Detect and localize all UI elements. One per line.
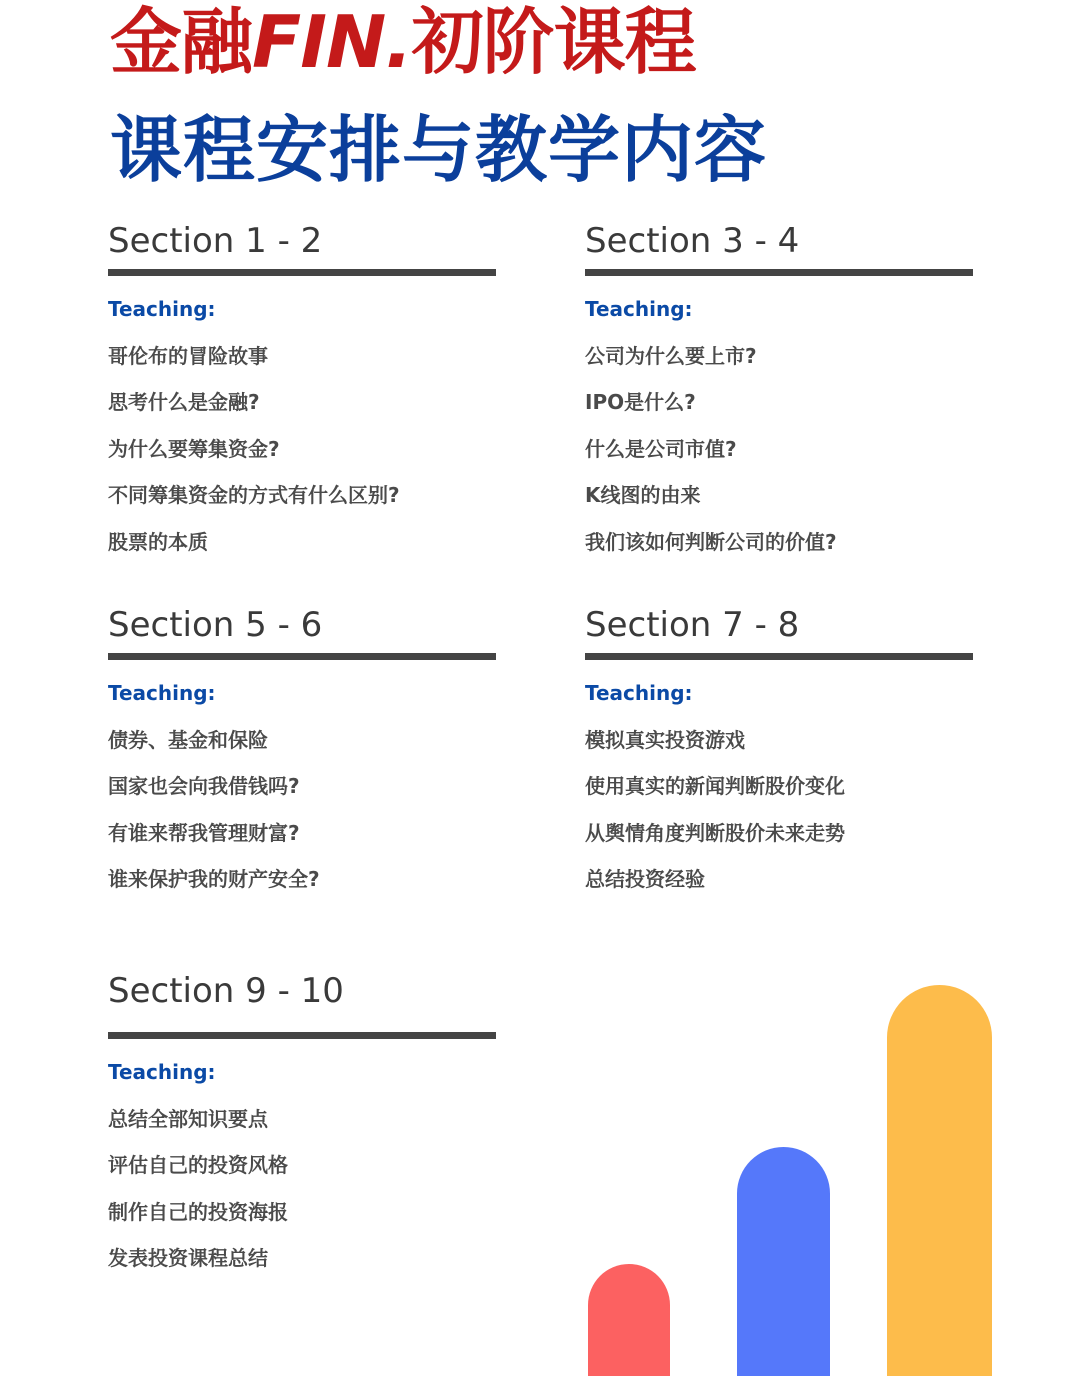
teaching-list — [585, 341, 973, 557]
teaching-list — [108, 1104, 496, 1274]
section-heading: Section 3 - 4 — [585, 221, 800, 261]
list-item: 为什么要筹集资金? — [108, 436, 280, 461]
section-1-2 — [108, 217, 496, 557]
list-item: 不同筹集资金的方式有什么区别? — [108, 483, 400, 507]
list-item: 发表投资课程总结 — [108, 1246, 268, 1270]
list-item: 总结全部知识要点 — [108, 1106, 268, 1131]
list-item: 思考什么是金融? — [108, 390, 260, 414]
section-heading: Section 5 - 6 — [108, 605, 323, 645]
bar-blue — [737, 1147, 830, 1376]
teaching-label: Teaching: — [108, 1060, 216, 1084]
title-brand: FIN. — [252, 0, 412, 84]
section-9-10 — [108, 967, 496, 1273]
page-subtitle: 课程安排与教学内容 — [110, 108, 768, 192]
list-item: 公司为什么要上市? — [585, 343, 757, 368]
list-item: 有谁来帮我管理财富? — [108, 820, 300, 845]
list-item: 哥伦布的冒险故事 — [108, 343, 268, 368]
list-item: 总结投资经验 — [585, 867, 705, 891]
section-7-8 — [585, 601, 973, 894]
teaching-label: Teaching: — [108, 297, 216, 321]
section-heading: Section 9 - 10 — [108, 971, 344, 1011]
section-divider — [585, 653, 973, 660]
teaching-label: Teaching: — [108, 681, 216, 705]
section-3-4 — [585, 217, 973, 557]
decorative-bar-chart — [560, 960, 1040, 1376]
title-prefix: 金融 — [110, 0, 253, 84]
list-item: 股票的本质 — [108, 529, 208, 554]
teaching-label: Teaching: — [585, 297, 693, 321]
section-5-6 — [108, 601, 496, 894]
teaching-list — [585, 725, 973, 895]
section-divider — [108, 653, 496, 660]
section-divider — [585, 269, 973, 276]
section-divider — [108, 269, 496, 276]
list-item: 使用真实的新闻判断股价变化 — [585, 774, 845, 798]
section-heading: Section 7 - 8 — [585, 605, 800, 645]
list-item: 国家也会向我借钱吗? — [108, 774, 300, 798]
list-item: 制作自己的投资海报 — [108, 1199, 288, 1224]
list-item: 我们该如何判断公司的价值? — [585, 529, 837, 554]
section-heading: Section 1 - 2 — [108, 221, 323, 261]
page-title — [110, 0, 696, 84]
bar-red — [588, 1264, 670, 1376]
list-item: 债券、基金和保险 — [108, 727, 268, 752]
bar-yellow — [887, 985, 992, 1376]
list-item: 评估自己的投资风格 — [108, 1153, 288, 1177]
list-item: IPO是什么? — [585, 390, 696, 414]
teaching-list — [108, 725, 496, 895]
teaching-label: Teaching: — [585, 681, 693, 705]
list-item: K线图的由来 — [585, 483, 701, 507]
teaching-list — [108, 341, 496, 557]
list-item: 模拟真实投资游戏 — [585, 727, 745, 752]
section-divider — [108, 1032, 496, 1039]
list-item: 从舆情角度判断股价未来走势 — [585, 820, 845, 845]
list-item: 什么是公司市值? — [585, 436, 737, 461]
list-item: 谁来保护我的财产安全? — [108, 867, 320, 891]
title-suffix: 初阶课程 — [411, 0, 696, 84]
